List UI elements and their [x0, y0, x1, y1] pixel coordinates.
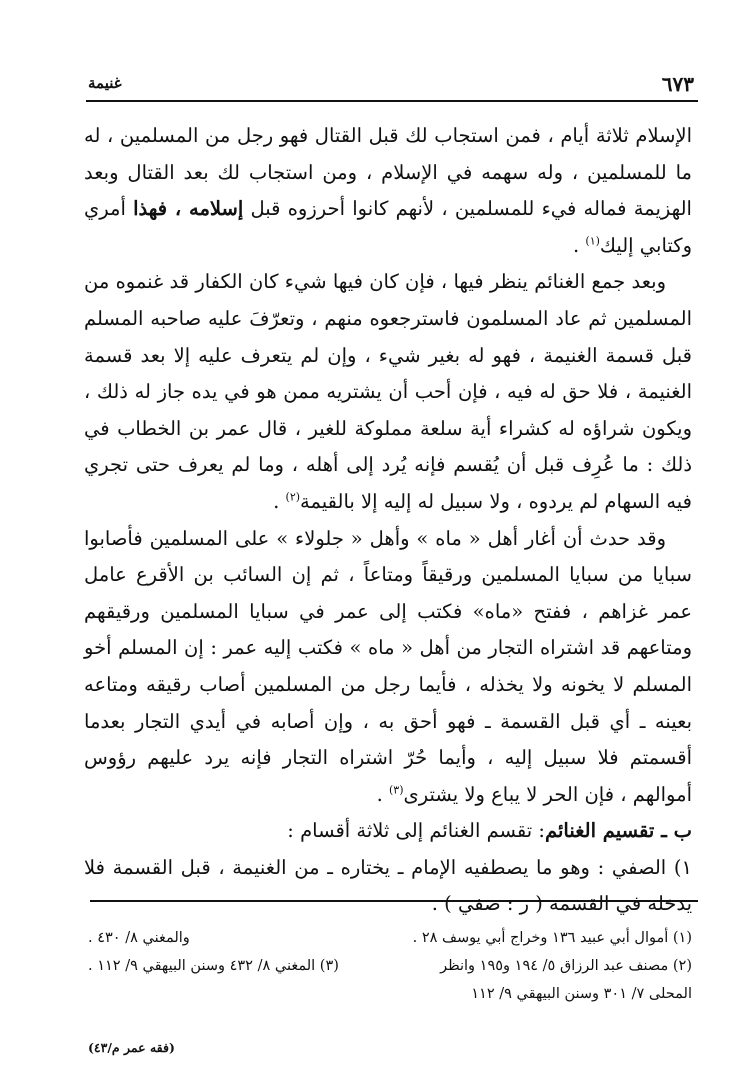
footnote-rule: [90, 900, 698, 902]
paragraph-1-end: أمري وكتابي إليك: [84, 197, 692, 257]
body-text: [84, 118, 692, 923]
running-head: غنيمة: [88, 74, 122, 92]
footnote-1-continuation: والمغني ٨/ ٤٣٠ .: [88, 930, 190, 946]
footnote-ref-3[interactable]: (٣): [388, 783, 404, 797]
footnote-2-continuation: المحلى ٧/ ٣٠١ وسنن البيهقي ٩/ ١١٢: [471, 986, 692, 1002]
page-header: [88, 70, 694, 96]
footnote-3: (٣) المغني ٨/ ٤٣٢ وسنن البيهقي ٩/ ١١٢ .: [88, 958, 339, 974]
section-label: ب ـ: [654, 819, 692, 843]
paragraph-2-tail: .: [273, 489, 286, 513]
footnote-ref-1[interactable]: (١): [585, 234, 600, 248]
footnote-row-2: [88, 952, 692, 980]
section-text: : تقسم الغنائم إلى ثلاثة أقسام :: [287, 819, 545, 843]
list-item: ١) الصفي : وهو ما يصطفيه الإمام ـ يختاره ـ من الغنيمة ، قبل القسمة فلا يدخله في القسمة ( ر : صفي ) .: [84, 855, 692, 916]
footnote-ref-2[interactable]: (٢): [285, 490, 301, 504]
paragraph-1-tail: .: [572, 233, 586, 257]
footnotes: [88, 924, 692, 1008]
paragraph-3-tail: .: [376, 782, 389, 806]
footnote-2: (٢) مصنف عبد الرزاق ٥/ ١٩٤ و١٩٥ وانظر: [440, 958, 692, 974]
section-heading: [84, 813, 692, 850]
footnote-row-1: [88, 924, 692, 952]
paragraph-1-text: الإسلام ثلاثة أيام ، فمن استجاب لك قبل القتال فهو رجل من المسلمين ، له ما للمسلمين ، وله سهمه في الإسلام ، ومن استجاب لك بعد القتال وبعد الهزيمة فماله فيء للمسلمين ، لأنهم كانوا أحرزوه قبل: [84, 124, 692, 221]
signature-mark: (فقه عمر م/٤٣): [88, 1040, 175, 1055]
paragraph-2-text: وبعد جمع الغنائم ينظر فيها ، فإن كان فيها شيء كان الكفار قد غنموه من المسلمين ثم عاد المسلمون فاسترجعوه منهم ، وتعرّفَ عليه صاحبه المسلم قبل قسمة الغنيمة ، فهو له بغير شيء ، وإن لم يتعرف عليه إلا بعد قسمة الغنيمة ، فلا حق له فيه ، فإن أحب أن يشتريه ممن هو في يده جاز له ذلك ، ويكون شراؤه له كشراء أية سلعة مملوكة للغير ، قال عمر بن الخطاب في ذلك : ما عُرِف قبل أن يُقسم فإنه يُرد إلى أهله ، وما لم يعرف حتى تجري فيه السهام لم يردوه ، ولا سبيل له إليه إلا بالقيمة: [84, 270, 692, 513]
header-rule: [86, 100, 698, 102]
page-number: ٦٧٣: [661, 72, 694, 96]
paragraph-3-text: وقد حدث أن أغار أهل « ماه » وأهل « جلولاء » على المسلمين فأصابوا سبايا من سبايا المسلمين ورقيقاً ومتاعاً ، ثم إن السائب بن الأقرع عامل عمر غزاهم ، ففتح «ماه» فكتب إلى عمر في سبايا المسلمين ورقيقهم ومتاعهم قد اشتراه التجار من أهل « ماه » فكتب إليه عمر : إن المسلم أخو المسلم لا يخونه ولا يخذله ، فأيما رجل من المسلمين أصاب رقيقه ومتاعه بعينه ـ أي قبل القسمة ـ فهو أحق به ، وإن أصابه في أيدي التجار بعدما أقسمتم فلا سبيل إليه ، وأيما حُرّ اشتراه التجار فإنه يرد عليهم رؤوس أموالهم ، فإن الحر لا يباع ولا يشترى: [84, 526, 692, 806]
section-title: تقسيم الغنائم: [545, 819, 655, 843]
paragraph-1-bold: إسلامه ، فهذا: [133, 197, 244, 221]
paragraph-3: [84, 521, 692, 814]
paragraph-1: [84, 118, 692, 264]
footnote-1: (١) أموال أبي عبيد ١٣٦ وخراج أبي يوسف ٢٨ .: [412, 930, 692, 946]
paragraph-2: [84, 264, 692, 520]
